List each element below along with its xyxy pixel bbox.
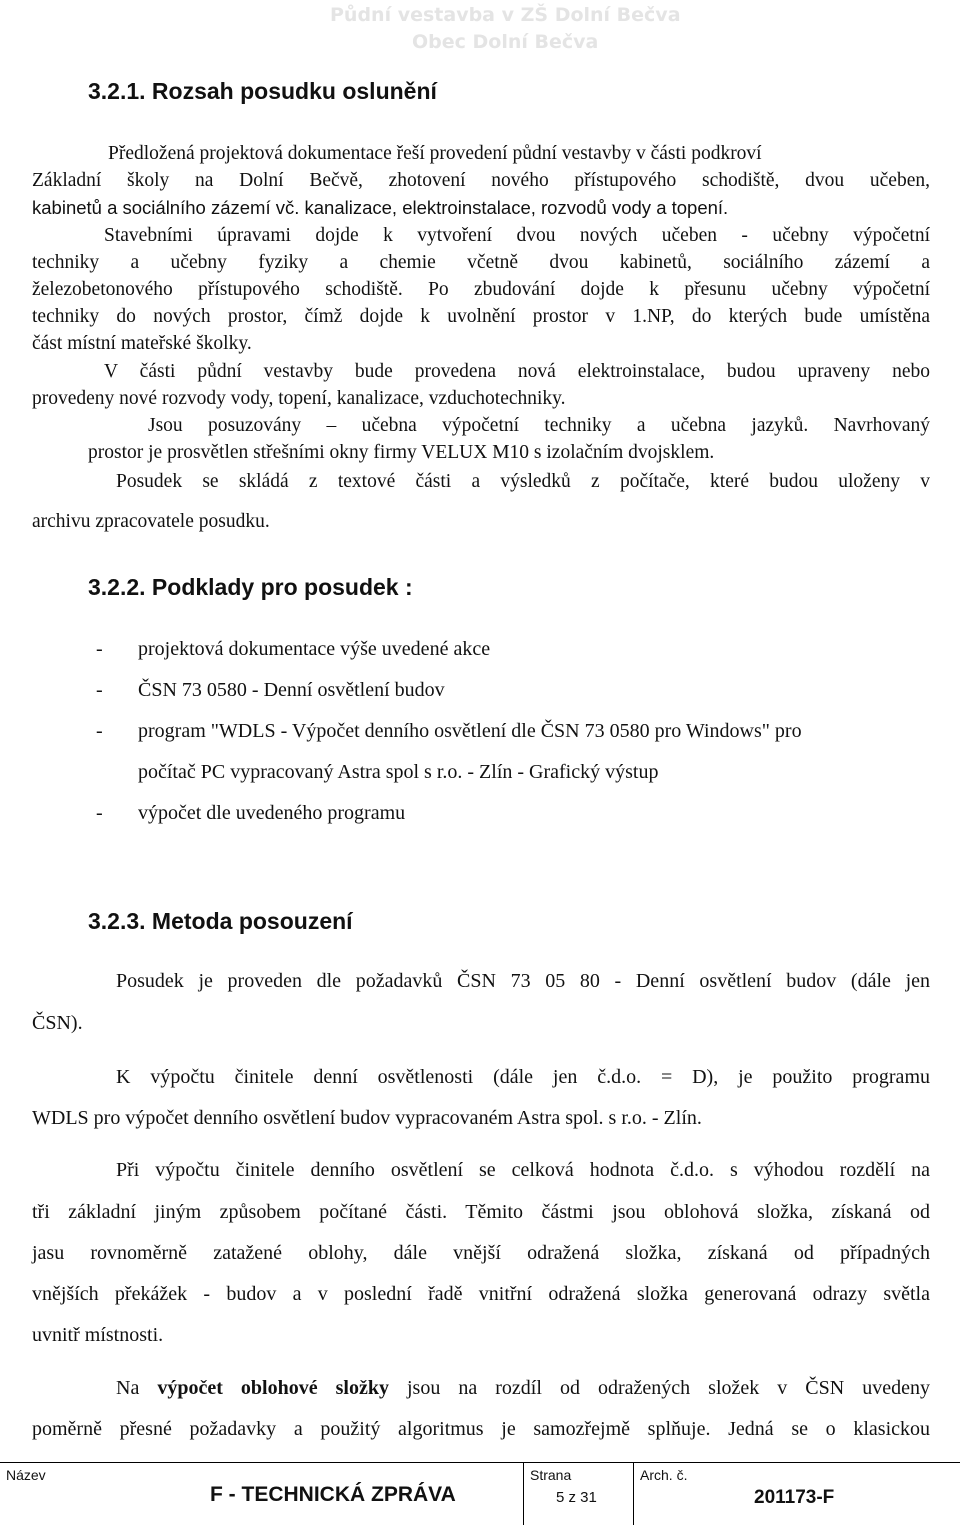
footer-page-label: Strana (530, 1467, 572, 1483)
footer-arch-label: Arch. č. (640, 1467, 688, 1483)
footer-name-value: F - TECHNICKÁ ZPRÁVA (210, 1483, 456, 1506)
bold-term: výpočet oblohové složky (157, 1377, 389, 1399)
paragraph-line: Předložená projektová dokumentace řeší provedení půdní vestavby v části podkroví (108, 143, 762, 164)
paragraph-line: K výpočtu činitele denní osvětlenosti (dále jen č.d.o. = D), je použito programu (116, 1066, 930, 1088)
paragraph-line: Posudek se skládá z textové části a výsledků z počítače, které budou uloženy v (116, 471, 930, 492)
heading-3-2-2: 3.2.2. Podklady pro posudek : (88, 574, 413, 600)
paragraph-line: techniky a učebny fyziky a chemie včetně dvou kabinetů, sociálního zázemí a (32, 252, 930, 273)
footer-arch-value: 201173-F (754, 1487, 835, 1508)
paragraph-line: Stavebními úpravami dojde k vytvoření dvou nových učeben - učebny výpočetní (104, 225, 930, 246)
paragraph-line: uvnitř místnosti. (32, 1324, 164, 1346)
paragraph-line: část místní mateřské školky. (32, 333, 252, 354)
paragraph-line: WDLS pro výpočet denního osvětlení budov vypracovaném Astra spol. s r.o. - Zlín. (32, 1107, 702, 1129)
paragraph-line: V části půdní vestavby bude provedena nová elektroinstalace, budou upraveny nebo (104, 361, 930, 382)
footer-page-cell (524, 1463, 634, 1525)
heading-3-2-3: 3.2.3. Metoda posouzení (88, 908, 353, 934)
paragraph-line: ČSN). (32, 1012, 83, 1034)
heading-3-2-1: 3.2.1. Rozsah posudku oslunění (88, 78, 437, 104)
paragraph-line: Základní školy na Dolní Bečvě, zhotovení nového přístupového schodiště, dvou učeben, (32, 170, 930, 191)
paragraph-line: tři základní jiným způsobem počítané části. Těmito částmi jsou oblohová složka, získaná od (32, 1201, 930, 1223)
paragraph-line: jasu rovnoměrně zatažené oblohy, dále vnější odražená složka, získaná od případných (32, 1242, 930, 1264)
header-project-title: Půdní vestavba v ZŠ Dolní Bečva (330, 4, 681, 26)
paragraph-line: Jsou posuzovány – učebna výpočetní techniky a učebna jazyků. Navrhovaný (148, 415, 930, 436)
title-block-footer (0, 1462, 960, 1524)
paragraph-line: provedeny nové rozvody vody, topení, kanalizace, vzduchotechniky. (32, 388, 566, 409)
paragraph-line: prostor je prosvětlen střešními okny firmy VELUX M10 s izolačním dvojsklem. (88, 442, 715, 463)
paragraph-line: Při výpočtu činitele denního osvětlení se celková hodnota č.d.o. s výhodou rozdělí na (116, 1159, 930, 1181)
paragraph-line: Posudek je proveden dle požadavků ČSN 73 05 80 - Denní osvětlení budov (dále jen (116, 970, 930, 992)
footer-arch-cell (634, 1463, 960, 1525)
paragraph-line: poměrně přesné požadavky a použitý algoritmus je samozřejmě splňuje. Jedná se o klasickou (32, 1418, 930, 1440)
paragraph-line: archivu zpracovatele posudku. (32, 511, 270, 532)
paragraph-line: kabinetů a sociálního zázemí vč. kanalizace, elektroinstalace, rozvodů vody a topení. (32, 197, 729, 218)
paragraph-line: vnějších překážek - budov a v poslední řadě vnitřní odražená složka generovaná odrazy světla (32, 1283, 930, 1305)
paragraph-line-with-bold: Na výpočet oblohové složky jsou na rozdíl od odražených složek v ČSN uvedeny (116, 1377, 930, 1399)
footer-page-value: 5 z 31 (556, 1489, 597, 1506)
footer-name-cell (0, 1463, 524, 1525)
paragraph-line: techniky do nových prostor, čímž dojde k uvolnění prostor v 1.NP, do kterých bude umístěna (32, 306, 930, 327)
footer-name-label: Název (6, 1467, 46, 1483)
paragraph-line: železobetonového přístupového schodiště. Po zbudování dojde k přesunu učebny výpočetní (32, 279, 930, 300)
header-client: Obec Dolní Bečva (412, 31, 599, 53)
